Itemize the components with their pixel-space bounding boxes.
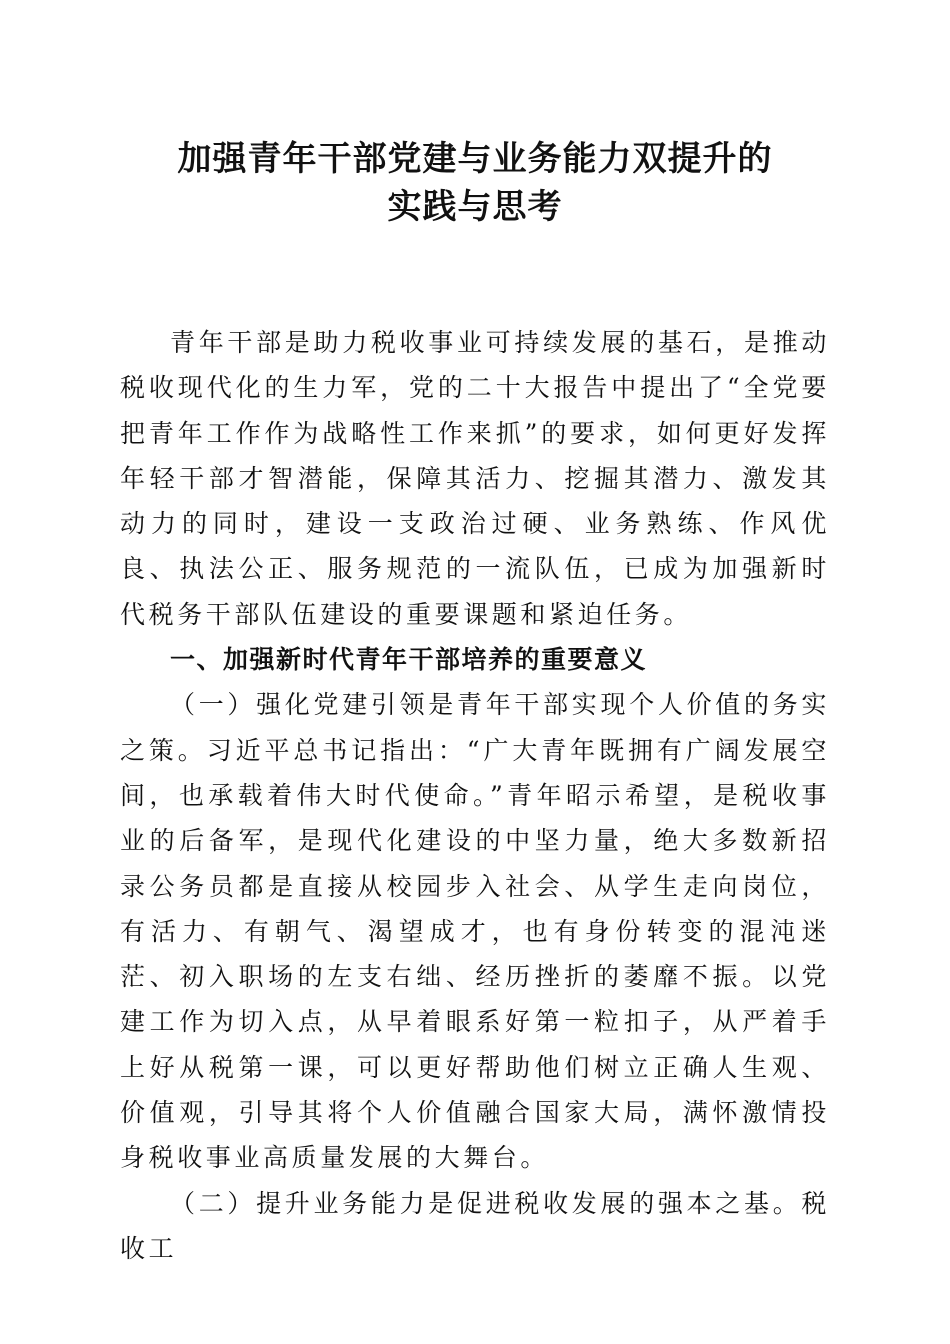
subsection-paragraph-2: （二）提升业务能力是促进税收发展的强本之基。税收工 [120,1188,830,1263]
document-body [120,320,830,1271]
document-title-line-1: 加强青年干部党建与业务能力双提升的 [177,139,773,179]
intro-paragraph: 青年干部是助力税收事业可持续发展的基石，是推动税收现代化的生力军，党的二十大报告中提出了“全党要把青年工作作为战略性工作来抓”的要求，如何更好发挥年轻干部才智潜能，保障其活力、挖掘其潜力、激发其动力的同时，建设一支政治过硬、业务熟练、作风优良、执法公正、服务规范的一流队伍，已成为加强新时代税务干部队伍建设的重要课题和紧迫任务。 [120,328,830,629]
subsection-paragraph-1: （一）强化党建引领是青年干部实现个人价值的务实之策。习近平总书记指出：“广大青年既拥有广阔发展空间，也承载着伟大时代使命。”青年昭示希望，是税收事业的后备军，是现代化建设的中坚力量，绝大多数新招录公务员都是直接从校园步入社会、从学生走向岗位，有活力、有朝气、渴望成才，也有身份转变的混沌迷茫、初入职场的左支右绌、经历挫折的萎靡不振。以党建工作为切入点，从早着眼系好第一粒扣子，从严着手上好从税第一课，可以更好帮助他们树立正确人生观、价值观，引导其将个人价值融合国家大局，满怀激情投身税收事业高质量发展的大舞台。 [120,690,830,1173]
document-title-line-2: 实践与思考 [387,187,563,227]
section-heading-1: 一、加强新时代青年干部培养的重要意义 [170,645,648,675]
